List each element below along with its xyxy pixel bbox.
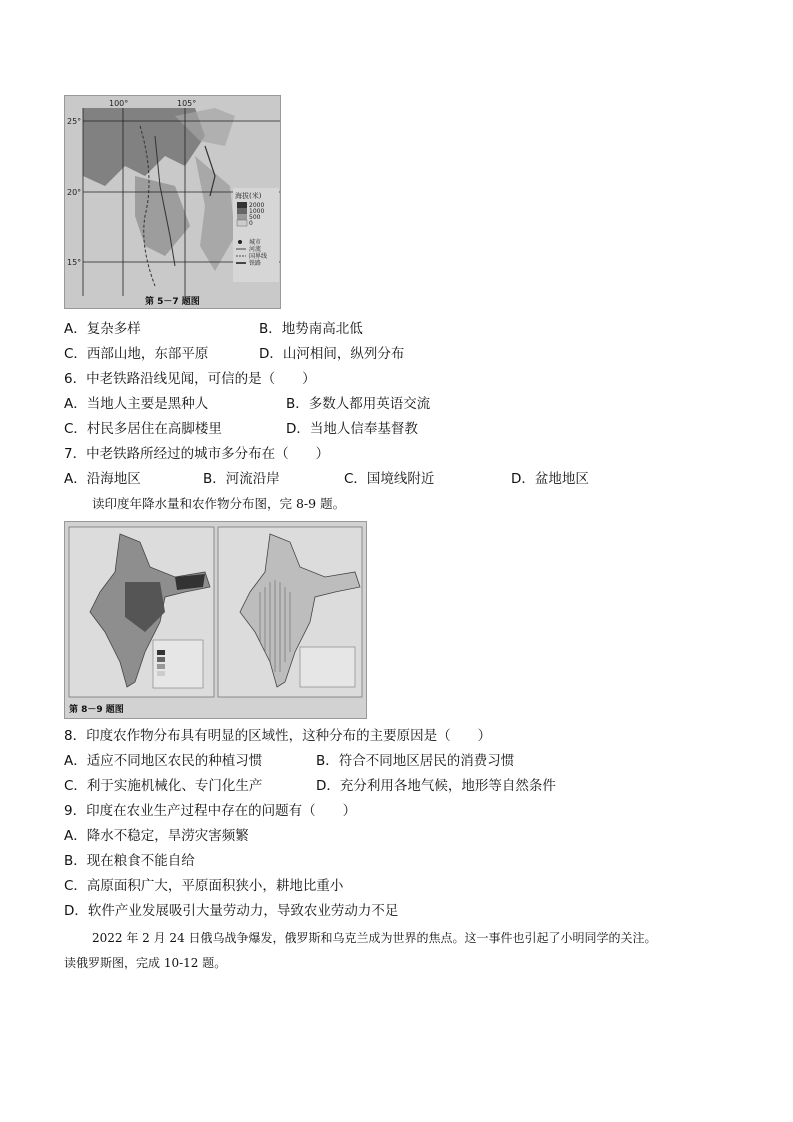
intro-10-12-line2: 读俄罗斯图，完成 10-12 题。 [64, 956, 227, 970]
q7-option-b: B．河流沿岸 [203, 471, 280, 487]
figure-caption-8-9: 第 8－9 题图 [69, 705, 124, 715]
q8-option-d: D．充分利用各地气候，地形等自然条件 [316, 778, 556, 794]
lat-label-20: 20° [67, 188, 82, 197]
legend-symbol-city: 城市 [249, 239, 262, 246]
q9-option-d: D．软件产业发展吸引大量劳动力，导致农业劳动力不足 [64, 903, 399, 919]
q6-option-c: C．村民多居住在高脚楼里 [64, 421, 222, 437]
q9-stem: 9．印度在农业生产过程中存在的问题有（ ） [64, 803, 357, 819]
q7-option-a: A．沿海地区 [64, 471, 141, 487]
legend-level-0: 0 [249, 220, 253, 227]
intro-10-12-line1: 2022 年 2 月 24 日俄乌战争爆发，俄罗斯和乌克兰成为世界的焦点。这一事件也引起了小明同学的关注。 [92, 931, 657, 945]
q7-option-c: C．国境线附近 [344, 471, 435, 487]
q9-option-c: C．高原面积广大，平原面积狭小，耕地比重小 [64, 878, 344, 894]
legend-level-2000: 2000 [249, 202, 265, 209]
figure-caption-5-7: 第 5－7 题图 [145, 297, 200, 307]
q8-option-c: C．利于实施机械化、专门化生产 [64, 778, 263, 794]
legend-level-1000: 1000 [249, 208, 265, 215]
map-figure-5-7 [64, 95, 281, 309]
q9-option-b: B．现在粮食不能自给 [64, 853, 195, 869]
map-figure-5-7-graphic [65, 96, 280, 308]
q8-option-a: A．适应不同地区农民的种植习惯 [64, 753, 263, 769]
map-figure-8-9 [64, 521, 367, 719]
q6-option-b: B．多数人都用英语交流 [286, 396, 431, 412]
q7-option-d: D．盆地地区 [511, 471, 589, 487]
legend-title: 海拔(米) [235, 192, 262, 200]
q5-option-b: B．地势南高北低 [259, 321, 363, 337]
map-figure-8-9-graphic [65, 522, 366, 718]
q5-option-a: A．复杂多样 [64, 321, 141, 337]
q5-option-c: C．西部山地，东部平原 [64, 346, 209, 362]
q6-option-d: D．当地人信奉基督教 [286, 421, 418, 437]
q9-option-a: A．降水不稳定，旱涝灾害频繁 [64, 828, 249, 844]
lat-label-15: 15° [67, 258, 82, 267]
q6-stem: 6．中老铁路沿线见闻，可信的是（ ） [64, 371, 316, 387]
q8-option-b: B．符合不同地区居民的消费习惯 [316, 753, 515, 769]
q5-option-d: D．山河相间，纵列分布 [259, 346, 405, 362]
lat-label-25: 25° [67, 117, 82, 126]
intro-8-9: 读印度年降水量和农作物分布图，完 8-9 题。 [92, 496, 346, 511]
q8-stem: 8．印度农作物分布具有明显的区域性，这种分布的主要原因是（ ） [64, 728, 492, 744]
legend-symbol-river: 河流 [249, 246, 262, 253]
q7-stem: 7．中老铁路所经过的城市多分布在（ ） [64, 446, 330, 462]
lon-label-100: 100° [109, 99, 129, 108]
legend-level-500: 500 [249, 214, 261, 221]
q6-option-a: A．当地人主要是黑种人 [64, 396, 209, 412]
lon-label-105: 105° [177, 99, 197, 108]
legend-symbol-railway: 铁路 [249, 260, 262, 267]
legend-symbol-border: 国界线 [249, 253, 268, 260]
